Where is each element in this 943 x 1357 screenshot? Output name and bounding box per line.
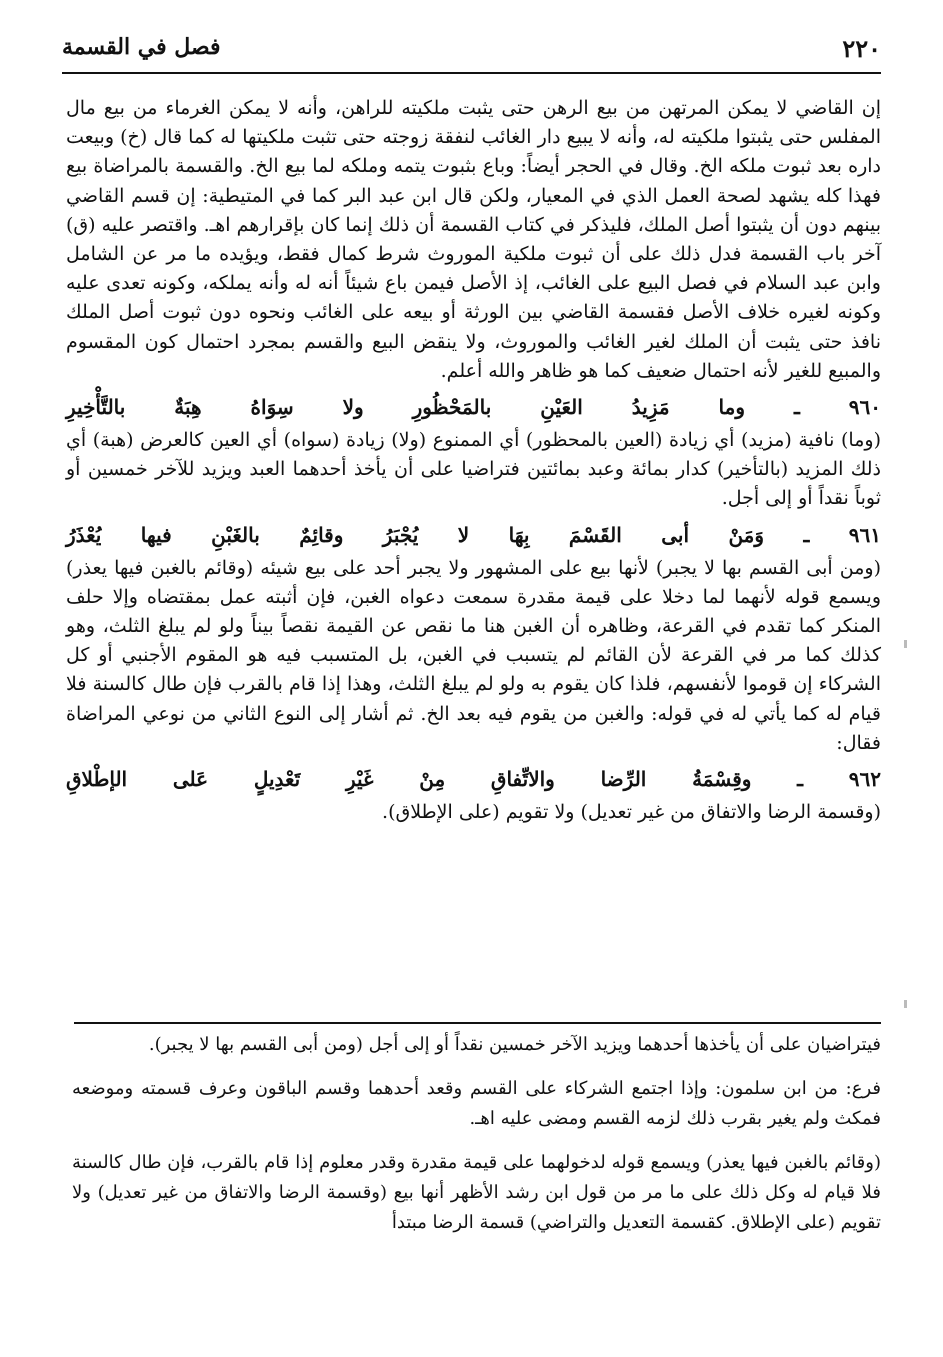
commentary-960: (وما) نافية (مزيد) أي زيادة (العين بالمحظور) أي الممنوع (ولا) زيادة (سواه) أي العين كالعرض (هبة) أي ذلك المزيد (بالتأخير) كدار بمائة وعبد بمائتين فتراضيا على أن يأخذ أحدهما العبد ويزيد للآخر خمسين أو ثوباً نقداً أو إلى أجل. <box>66 429 881 510</box>
page-number: ٢٢٠ <box>842 34 881 63</box>
verse-962: ٩٦٢ ـ وقِسْمَةُ الرِّضا والاتِّفاقِ مِنْ غَيْرِ تَعْدِيلٍ عَلى الإطْلاقِ <box>66 767 881 792</box>
margin-mark <box>904 640 907 648</box>
verse-960: ٩٦٠ ـ وما مَزِيدُ العَيْنِ بالمَحْظُورِ ولا سِوَاهُ هِبَةٌ بالتَّأْخِيرِ <box>66 395 881 420</box>
footnotes <box>72 1030 881 1252</box>
margin-mark <box>904 1000 907 1008</box>
commentary-962: (وقسمة الرضا والاتفاق من غير تعديل) ولا تقويم (على الإطلاق). <box>382 801 881 824</box>
verse-961: ٩٦١ ـ وَمَنْ أبى القَسْمَ بِهَا لا يُجْبَرُ وقائِمٌ بالغَبْنِ فيها يُعْذَرُ <box>66 522 881 547</box>
running-title: فصل في القسمة <box>62 34 221 60</box>
footnote-1: فيتراضيان على أن يأخذها أحدهما ويزيد الآخر خمسين نقداً أو إلى أجل (ومن أبى القسم بها لا يجبر). <box>148 1034 881 1055</box>
footnote-2: فرع: من ابن سلمون: وإذا اجتمع الشركاء على القسم وقعد أحدهما وقسم الباقون وعرف قسمته وموضعه فمكث ولم يغير بقرب ذلك لزمه القسم ومضى عليه اهـ. <box>72 1078 881 1129</box>
commentary-961: (ومن أبى القسم بها لا يجبر) لأنها بيع على المشهور ولا يجبر أحد على بيع شيئه (وقائم بالغبن فيها يعذر) ويسمع قوله لأنهما لما دخلا على قيمة مقدرة سمعت دعواه الغبن، فإن أثبته عمل بمقتضاه وإلا حلف المنكر كما تقدم في القرعة، وظاهره أن الغبن هنا ما نقص عن القيمة نقصاً بيناً ولو لم يبلغ الثلث، وهو كذلك كما مر في القرعة لأن القائم لم يتسبب في الغبن، بل المتسبب فيه هو المقوم الأجنبي أو كل الشركاء إن قوموا لأنفسهم، فلذا كان يقوم به ولو لم يبلغ الثلث، وهذا إذا قام بالقرب فإن طال كالسنة فلا قيام له كما يأتي له في قوله: والغبن من يقوم فيه بعد الخ. ثم أشار إلى النوع الثاني من نوعي المراضاة فقال: <box>66 556 881 754</box>
page-header <box>62 30 881 74</box>
main-text <box>66 94 881 831</box>
commentary-paragraph: إن القاضي لا يمكن المرتهن من بيع الرهن حتى يثبت ملكيته للراهن، وأنه لا يمكن الغرماء من بيع مال المفلس حتى يثبتوا ملكيته له، وأنه لا يبيع دار الغائب لنفقة زوجته حتى تثبت ملكيتها له كما قال (خ) وبيعت داره بعد ثبوت ملكه الخ. وقال في الحجر أيضاً: وباع بثبوت يتمه وملكه لما بيع الخ. والقسمة بالمراضاة بيع فهذا كله يشهد لصحة العمل الذي في المعيار، ولكن قال ابن عبد البر كما في المتيطية: إن قسم القاضي بينهم دون أن يثبتوا أصل الملك، فليذكر في كتاب القسمة أن ذلك إنما كان بإقرارهم اهـ. واقتصر عليه (ق) آخر باب القسمة فدل ذلك على أن ثبوت ملكية الموروث شرط كمال فقط، ويؤيده ما مر عن الشامل وابن عبد السلام في فصل البيع على الغائب، إذ الأصل فيمن باع شيئاً أنه له وأنه يملكه، وكونه تعدى عليه وكونه لغيره خلاف الأصل فقسمة القاضي بين الورثة أو بيعه على الغائب ونحوه دون ثبوت أصل الملك نافذ حتى يثبت أن الملك لغير الغائب والموروث، ولا ينقض البيع والقسم بمجرد احتمال كون المقسوم والمبيع للغير لأنه احتمال ضعيف كما هو ظاهر والله أعلم. <box>66 97 881 382</box>
footnote-divider <box>74 1022 881 1024</box>
footnote-3: (وقائم بالغبن فيها يعذر) ويسمع قوله لدخولهما على قيمة مقدرة وقدر معلوم إذا قام بالقرب، فإن طال كالسنة فلا قيام له وكل ذلك على ما مر من قول ابن رشد الأظهر أنها بيع (وقسمة الرضا والاتفاق من غير تعديل) ولا تقويم (على الإطلاق. كقسمة التعديل والتراضي) قسمة الرضا مبتدأ <box>72 1152 882 1233</box>
